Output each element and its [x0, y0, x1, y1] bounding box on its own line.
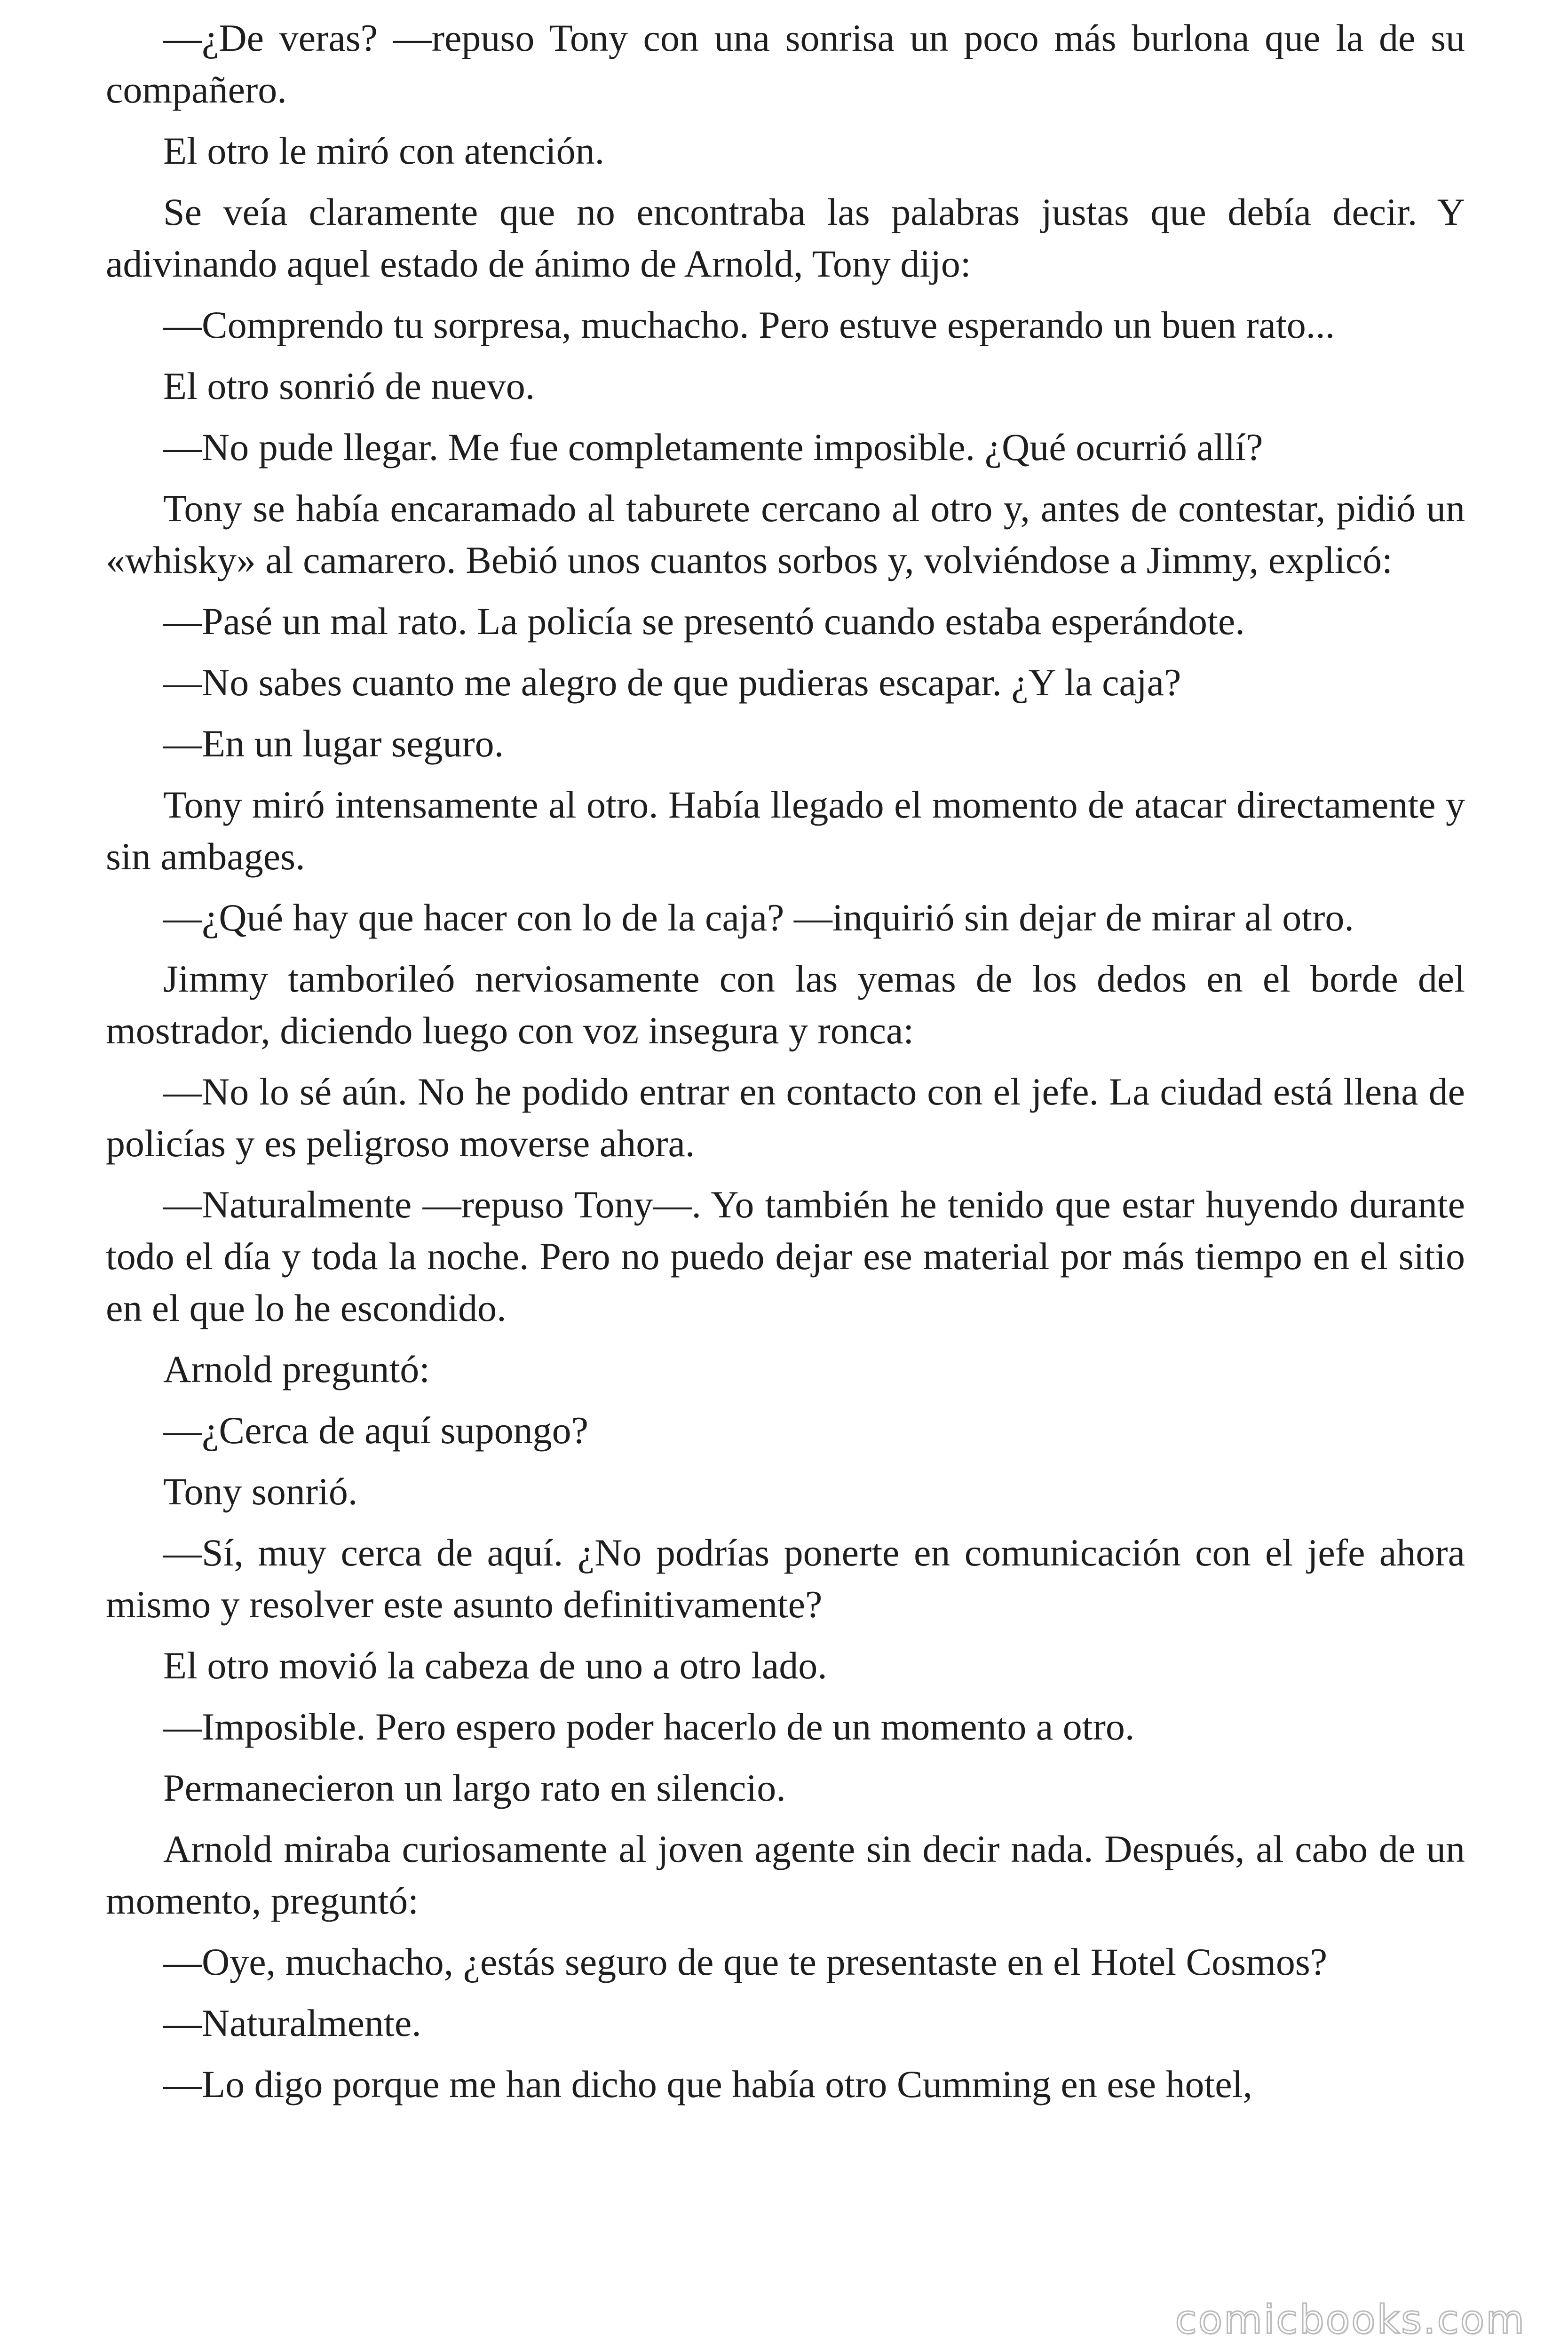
paragraph: —Oye, muchacho, ¿estás seguro de que te presentaste en el Hotel Cosmos? — [163, 1940, 1328, 1983]
paragraph: —Sí, muy cerca de aquí. ¿No podrías ponerte en comunicación con el jefe ahora mismo y resolver este asunto definitivamente? — [106, 1531, 1465, 1626]
paragraph: Tony miró intensamente al otro. Había llegado el momento de atacar directamente y sin ambages. — [106, 783, 1465, 878]
paragraph: —No pude llegar. Me fue completamente imposible. ¿Qué ocurrió allí? — [163, 426, 1263, 469]
paragraph: —Imposible. Pero espero poder hacerlo de un momento a otro. — [163, 1705, 1135, 1748]
paragraph: Se veía claramente que no encontraba las palabras justas que debía decir. Y adivinando aquel estado de ánimo de Arnold, Tony dijo: — [106, 191, 1465, 285]
document-page — [106, 12, 1465, 2317]
paragraph: —Naturalmente —repuso Tony—. Yo también he tenido que estar huyendo durante todo el día y toda la noche. Pero no puedo dejar ese material por más tiempo en el sitio en el que lo he escondido. — [106, 1183, 1465, 1329]
paragraph: El otro movió la cabeza de uno a otro lado. — [163, 1644, 827, 1687]
paragraph: El otro sonrió de nuevo. — [163, 365, 535, 407]
paragraph: Arnold miraba curiosamente al joven agente sin decir nada. Después, al cabo de un momento, preguntó: — [106, 1828, 1465, 1922]
paragraph: —Lo digo porque me han dicho que había otro Cumming en ese hotel, — [163, 2063, 1252, 2106]
watermark-text: comicbooks.com — [1175, 2296, 1526, 2343]
paragraph: Tony se había encaramado al taburete cercano al otro y, antes de contestar, pidió un «whisky» al camarero. Bebió unos cuantos sorbos y, volviéndose a Jimmy, explicó: — [106, 487, 1465, 581]
paragraph: —En un lugar seguro. — [163, 722, 504, 765]
paragraph: —¿Cerca de aquí supongo? — [163, 1409, 588, 1452]
paragraph: El otro le miró con atención. — [163, 129, 605, 172]
paragraph: —No sabes cuanto me alegro de que pudieras escapar. ¿Y la caja? — [163, 661, 1181, 704]
paragraph: —¿De veras? —repuso Tony con una sonrisa un poco más burlona que la de su compañero. — [106, 16, 1465, 111]
paragraph: Permanecieron un largo rato en silencio. — [163, 1766, 786, 1809]
paragraph: —Naturalmente. — [163, 2002, 421, 2044]
paragraph: —No lo sé aún. No he podido entrar en contacto con el jefe. La ciudad está llena de policías y es peligroso moverse ahora. — [106, 1070, 1465, 1165]
paragraph: Jimmy tamborileó nerviosamente con las yemas de los dedos en el borde del mostrador, diciendo luego con voz insegura y ronca: — [106, 957, 1465, 1052]
paragraph: Arnold preguntó: — [163, 1348, 430, 1391]
paragraph: —Comprendo tu sorpresa, muchacho. Pero estuve esperando un buen rato... — [163, 303, 1335, 346]
paragraph: Tony sonrió. — [163, 1470, 358, 1513]
paragraph: —Pasé un mal rato. La policía se presentó cuando estaba esperándote. — [163, 600, 1245, 643]
paragraph: —¿Qué hay que hacer con lo de la caja? —inquirió sin dejar de mirar al otro. — [163, 896, 1354, 939]
